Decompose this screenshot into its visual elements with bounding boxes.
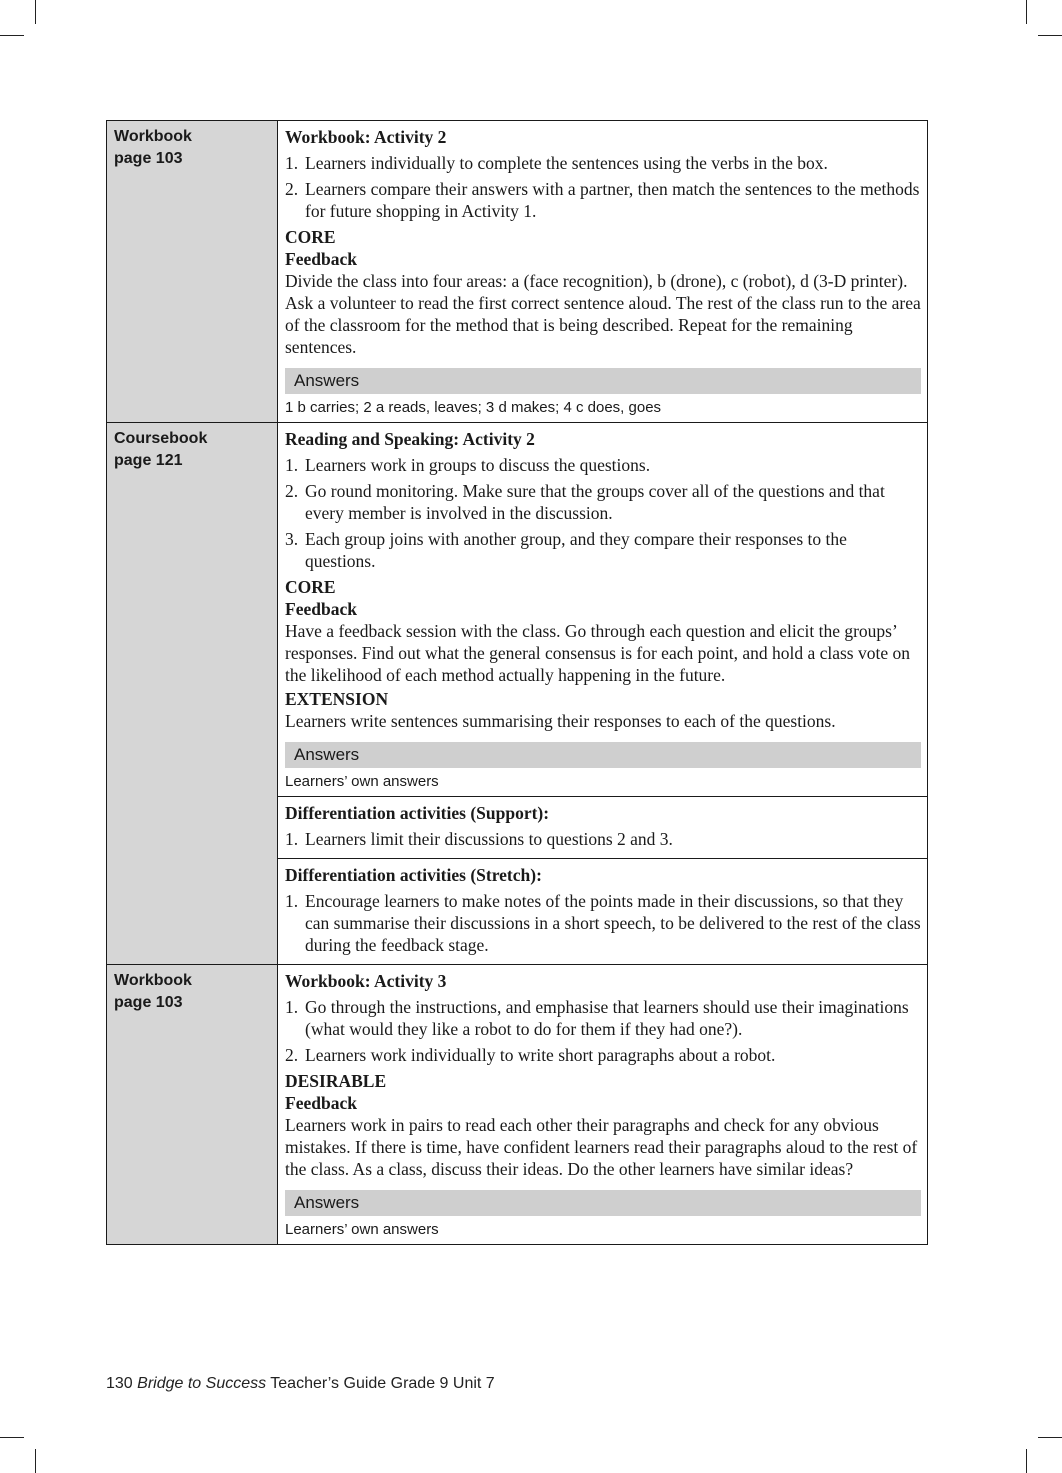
- step-list: [285, 828, 921, 850]
- guide-title: Teacher’s Guide Grade 9 Unit 7: [270, 1375, 495, 1392]
- crop-mark: [0, 35, 24, 36]
- list-item: 1. Learners limit their discussions to questions 2 and 3.: [285, 829, 673, 849]
- level-label: DESIRABLE: [285, 1071, 387, 1091]
- activity-heading: Workbook: Activity 2: [285, 127, 447, 147]
- answers-text: Learners’ own answers: [285, 1221, 439, 1238]
- table-row: [107, 423, 928, 797]
- page-footer: [106, 1375, 495, 1393]
- activity-heading: Workbook: Activity 3: [285, 971, 447, 991]
- level-label: CORE: [285, 227, 336, 247]
- stretch-heading: Differentiation activities (Stretch):: [285, 865, 542, 885]
- level-label: CORE: [285, 577, 336, 597]
- crop-mark: [1038, 35, 1062, 36]
- crop-mark: [35, 0, 36, 24]
- feedback-text: Learners work in pairs to read each other their paragraphs and check for any obvious mistakes. If there is time, have confident learners read their paragraphs aloud to the rest of the class. As a class, discuss their ideas. Do the other learners have similar ideas?: [285, 1115, 918, 1179]
- crop-mark: [35, 1449, 36, 1473]
- reference-page: page 103: [114, 150, 183, 167]
- feedback-text: Divide the class into four areas: a (face recognition), b (drone), c (robot), d (3-D printer). Ask a volunteer to read the first correct sentence aloud. The rest of the class run to the area of the classroom for the method that is being described. Repeat for the remaining sentences.: [285, 271, 921, 357]
- page-number: 130: [106, 1375, 133, 1392]
- table-row: [107, 965, 928, 1245]
- extension-text: Learners write sentences summarising their responses to each of the questions.: [285, 711, 836, 731]
- support-heading: Differentiation activities (Support):: [285, 803, 550, 823]
- extension-label: EXTENSION: [285, 689, 389, 709]
- step-list: [285, 454, 921, 572]
- list-item: 2. Go round monitoring. Make sure that the groups cover all of the questions and that every member is involved in the discussion.: [285, 481, 885, 523]
- list-item: 3. Each group joins with another group, and they compare their responses to the questions.: [285, 529, 847, 571]
- answers-header: Answers: [285, 742, 921, 768]
- feedback-text: Have a feedback session with the class. Go through each question and elicit the groups’ responses. Find out what the general consensus is for each point, and hold a class vote on the likelihood of each method actually happening in the future.: [285, 621, 911, 685]
- list-item: 1. Go through the instructions, and emphasise that learners should use their imaginations (what would they like a robot to do for them if they had one?).: [285, 997, 909, 1039]
- step-list: [285, 996, 921, 1066]
- list-item: 2. Learners compare their answers with a partner, then match the sentences to the methods for future shopping in Activity 1.: [285, 179, 920, 221]
- answers-header: Answers: [285, 1190, 921, 1216]
- answers-text: Learners’ own answers: [285, 773, 439, 790]
- reference-cell: [107, 121, 278, 423]
- crop-mark: [0, 1437, 24, 1438]
- list-item: 1. Encourage learners to make notes of the points made in their discussions, so that they can summarise their discussions in a short speech, to be delivered to the rest of the class during the feedback stage.: [285, 891, 921, 955]
- reference-page: page 121: [114, 452, 183, 469]
- reference-cell: [107, 423, 278, 965]
- activity-cell: [278, 423, 928, 797]
- crop-mark: [1026, 1449, 1027, 1473]
- answers-header: Answers: [285, 368, 921, 394]
- reference-book: Workbook: [114, 972, 192, 989]
- feedback-label: Feedback: [285, 1093, 357, 1113]
- step-list: [285, 152, 921, 222]
- feedback-label: Feedback: [285, 249, 357, 269]
- reference-cell: [107, 965, 278, 1245]
- reference-book: Workbook: [114, 128, 192, 145]
- step-list: [285, 890, 921, 956]
- lesson-plan-table: [106, 120, 928, 1245]
- support-cell: [278, 797, 928, 859]
- activity-cell: [278, 965, 928, 1245]
- crop-mark: [1026, 0, 1027, 24]
- reference-book: Coursebook: [114, 430, 208, 447]
- table-row: [107, 121, 928, 423]
- crop-mark: [1038, 1437, 1062, 1438]
- list-item: 2. Learners work individually to write short paragraphs about a robot.: [285, 1045, 776, 1065]
- book-title: Bridge to Success: [137, 1375, 267, 1392]
- answers-text: 1 b carries; 2 a reads, leaves; 3 d makes; 4 c does, goes: [285, 399, 662, 416]
- activity-heading: Reading and Speaking: Activity 2: [285, 429, 535, 449]
- list-item: 1. Learners work in groups to discuss the questions.: [285, 455, 651, 475]
- list-item: 1. Learners individually to complete the sentences using the verbs in the box.: [285, 153, 828, 173]
- stretch-cell: [278, 859, 928, 965]
- reference-page: page 103: [114, 994, 183, 1011]
- feedback-label: Feedback: [285, 599, 357, 619]
- activity-cell: [278, 121, 928, 423]
